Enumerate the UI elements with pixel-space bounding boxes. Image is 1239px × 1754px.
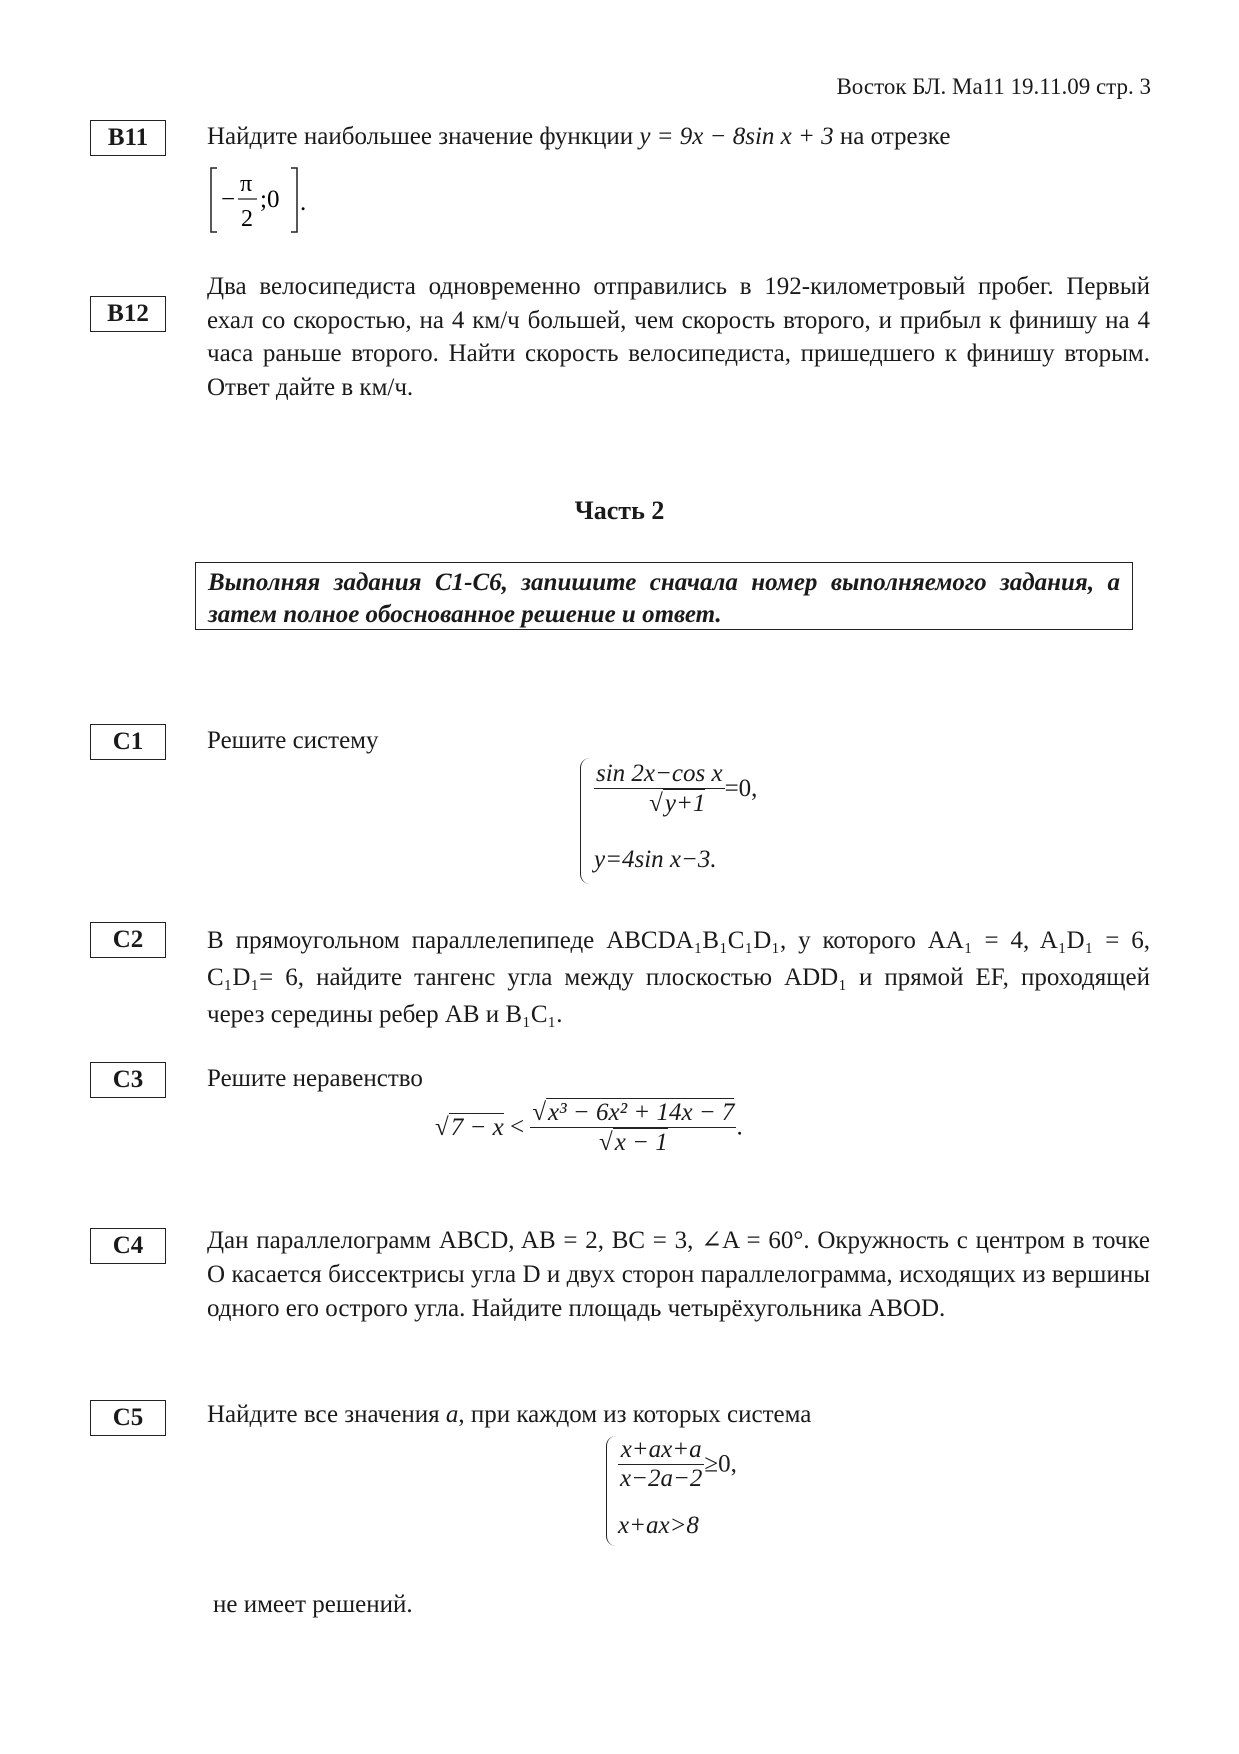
svg-text:.: .	[300, 189, 307, 216]
c3-lhs: 7 − x	[450, 1114, 504, 1141]
c1-equation-2: y=4sin x−3.	[594, 846, 717, 873]
c1-eq1-denominator: y+1	[664, 790, 706, 817]
task-c2-text: В прямоугольном параллелепипеде ABCDA₁B₁C₁D₁, у которого AA₁ = 4, A₁D₁ = 6, C₁D₁= 6, найдите тангенс угла между плоскостью ADD₁ и прямой EF, проходящей через середины ребер AB и B₁C₁.	[207, 927, 1150, 1028]
c5-eq1-numerator: x+ax+a	[618, 1436, 704, 1465]
c1-eq1-numerator: sin 2x−cos x	[596, 760, 723, 787]
task-c3-text: Решите неравенство	[207, 1065, 423, 1092]
part-2-title: Часть 2	[574, 496, 665, 525]
task-c1-text: Решите систему	[207, 727, 379, 754]
b11-interval	[207, 164, 317, 241]
task-label-b12: B12	[90, 296, 166, 332]
b11-text-after: на отрезке	[839, 123, 951, 150]
task-c4-text: Дан параллелограмм ABCD, AB = 2, BC = 3, ∠A = 60°. Окружность с центром в точке O касается биссектрисы угла D и двух сторон параллелограмма, исходящих из вершины одного его острого угла. Найдите площадь четырёхугольника ABOD.	[207, 1227, 1150, 1322]
task-b12-text: Два велосипедиста одновременно отправились в 192-километровый пробег. Первый ехал со скоростью, на 4 км/ч большей, чем скорость второго, и прибыл к финишу на 4 часа раньше второго. Найти скорость велосипедиста, пришедшего к финишу вторым. Ответ дайте в км/ч.	[207, 273, 1150, 401]
c5-variable: a	[445, 1401, 459, 1428]
c3-denominator: x − 1	[614, 1129, 668, 1156]
task-label-c5: C5	[90, 1400, 166, 1436]
c5-eq1-rhs: ≥0,	[704, 1450, 737, 1478]
c5-equation-2: x+ax>8	[618, 1512, 699, 1539]
c1-equation-1: $\frac{\text{sin 2x−cos x}}{√y+1}$ =0,	[596, 760, 758, 817]
c3-numerator: x³ − 6x² + 14x − 7	[548, 1099, 735, 1126]
task-label-b11: B11	[90, 120, 166, 156]
task-label-c1: C1	[90, 724, 166, 760]
c1-eq1-rhs: =0,	[724, 775, 758, 802]
task-label-c3: C3	[90, 1062, 166, 1098]
c5-text-after: , при каждом из которых система	[458, 1401, 812, 1428]
c3-inequality: √7 − x < $\frac{\text{√x³ − 6x² + 14x − 7}}{√x - 1}$ .	[435, 1099, 743, 1156]
page-header: Восток БЛ. Ма11 19.11.09 стр. 3	[836, 74, 1151, 99]
c5-eq1-denominator: x−2a−2	[620, 1465, 703, 1492]
task-b11-text	[207, 120, 1150, 153]
svg-text:2: 2	[241, 206, 253, 232]
c5-tail-text: не имеет решений.	[213, 1591, 413, 1618]
part-2-instruction: Выполняя задания С1-С6, запишите сначала номер выполняемого задания, а затем полное обоснованное решение и ответ.	[195, 562, 1133, 630]
task-label-c2: C2	[90, 922, 166, 958]
c5-system-brace	[606, 1436, 617, 1546]
c5-text-before: Найдите все значения	[207, 1401, 440, 1428]
svg-text:π: π	[240, 171, 253, 197]
svg-text:;0: ;0	[260, 186, 280, 213]
c5-equation-1	[618, 1436, 737, 1493]
task-c5-text	[207, 1398, 1150, 1431]
svg-text:−: −	[221, 186, 236, 213]
c1-system-brace	[580, 758, 591, 884]
b11-text-before: Найдите наибольшее значение функции	[207, 123, 634, 150]
b11-interval-formula	[207, 164, 317, 236]
task-label-c4: C4	[90, 1228, 166, 1264]
b11-function: y = 9x − 8sin x + 3	[639, 123, 834, 150]
